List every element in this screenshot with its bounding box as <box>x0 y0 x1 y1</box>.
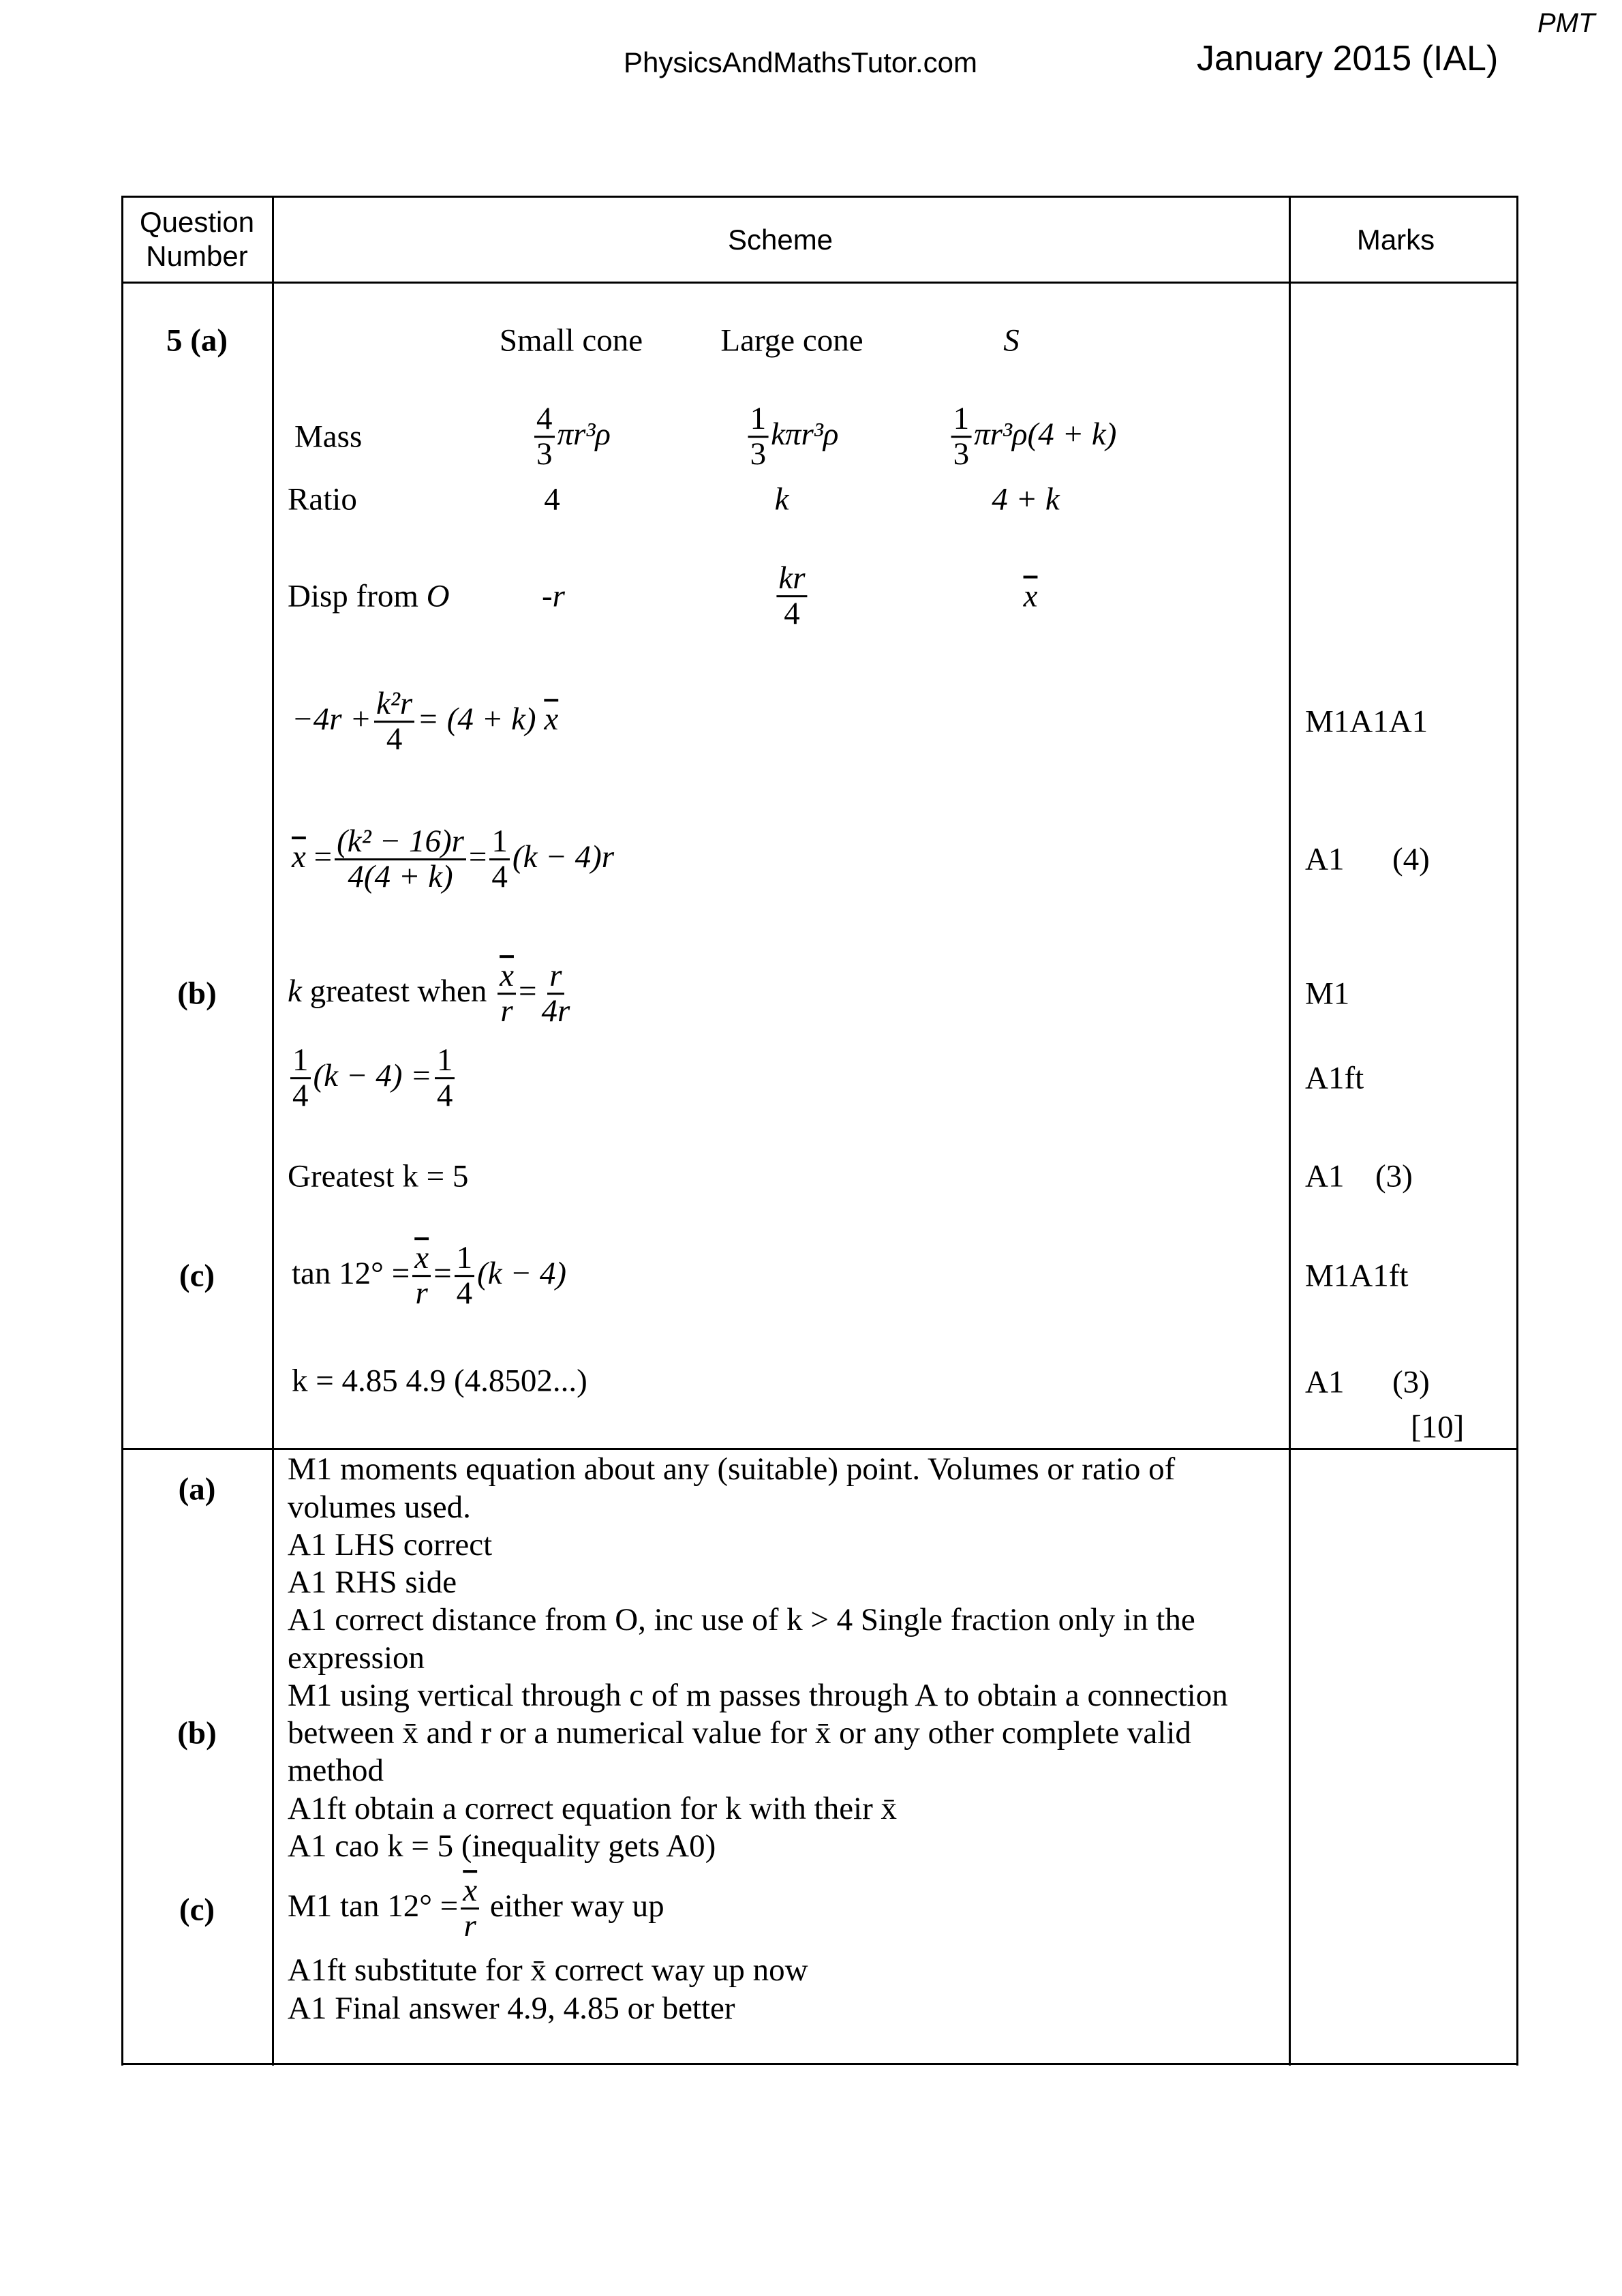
header-marks: Marks <box>1356 224 1435 256</box>
table-border-top <box>121 196 1518 198</box>
mark-total: (3) <box>1375 1158 1413 1194</box>
mass-small: $\frac{4}{3}$ πr³ρ <box>532 402 611 472</box>
ratio-s: 4 + k <box>992 481 1060 517</box>
table-border-right <box>1516 196 1518 2066</box>
table-border-bottom <box>121 2063 1518 2065</box>
mark: A1 <box>1305 1364 1345 1400</box>
note-label-b: (b) <box>177 1715 217 1751</box>
col-small-cone: Small cone <box>499 322 643 359</box>
note-label-a: (a) <box>178 1471 216 1507</box>
note-line: A1 LHS correct <box>288 1527 493 1562</box>
ratio-large: k <box>774 481 789 517</box>
column-divider <box>272 196 274 2066</box>
header-scheme: Scheme <box>727 224 833 256</box>
note-line: A1ft substitute for x̄ correct way up now <box>288 1952 808 1988</box>
disp-small: -r <box>542 578 565 614</box>
xbar-equation: $\overline{x}$ = $\frac{\text{(k² − 16)r}}{4(4 + k)}$ = $\frac{1}{4}$ (k − 4)r <box>292 824 615 895</box>
note-label-c: (c) <box>179 1892 215 1928</box>
disp-large: $\frac{kr}{4}$ <box>774 562 810 631</box>
note-line: method <box>288 1753 384 1788</box>
mark: M1 <box>1305 976 1350 1012</box>
mark-total: (3) <box>1392 1364 1430 1400</box>
row-label-ratio: Ratio <box>288 481 357 517</box>
note-line: volumes used. <box>288 1490 471 1525</box>
note-line: A1 correct distance from O, inc use of k > 4 Single fraction only in the <box>288 1602 1195 1637</box>
note-line: A1ft obtain a correct equation for k with their x̄ <box>288 1791 898 1826</box>
question-total: [10] <box>1411 1409 1465 1445</box>
corner-label: PMT <box>1537 8 1595 38</box>
note-line: A1 Final answer 4.9, 4.85 or better <box>288 1991 735 2026</box>
mark-total: (4) <box>1392 841 1430 877</box>
part-label-b: (b) <box>177 976 217 1012</box>
k-equation: $\frac{1}{4}$ (k − 4) = $\frac{1}{4}$ <box>288 1044 457 1113</box>
col-large-cone: Large cone <box>720 322 863 359</box>
note-line-tan: M1 tan 12° = $\frac{\overline{x}}{r}$ either way up <box>288 1873 664 1944</box>
mass-s: $\frac{1}{3}$ πr³ρ(4 + k) <box>949 402 1117 472</box>
header-divider <box>121 282 1518 284</box>
col-s: S <box>1003 322 1020 359</box>
disp-s: $\overline{x}$ <box>1023 578 1038 614</box>
note-line: A1 cao k = 5 (inequality gets A0) <box>288 1828 716 1864</box>
header-question: Question <box>139 206 255 238</box>
ratio-small: 4 <box>544 481 560 517</box>
part-label-a: 5 (a) <box>166 322 228 359</box>
note-line: M1 moments equation about any (suitable) point. Volumes or ratio of <box>288 1451 1176 1487</box>
note-line: expression <box>288 1640 425 1676</box>
table-border-left <box>121 196 123 2066</box>
row-label-mass: Mass <box>294 419 363 455</box>
greatest-k: Greatest k = 5 <box>288 1158 469 1194</box>
mass-large: $\frac{1}{3}$ kπr³ρ <box>746 402 839 472</box>
mark: A1 <box>1305 841 1345 877</box>
part-label-c: (c) <box>179 1258 215 1294</box>
row-label-disp: Disp from O <box>288 578 450 614</box>
mark: M1A1ft <box>1305 1258 1409 1294</box>
note-line: M1 using vertical through c of m passes through A to obtain a connection <box>288 1678 1228 1713</box>
note-line: A1 RHS side <box>288 1565 457 1600</box>
site-name: PhysicsAndMathsTutor.com <box>624 46 977 78</box>
k-answer: k = 4.85 4.9 (4.8502...) <box>292 1363 587 1399</box>
note-line: between x̄ and r or a numerical value for x̄ or any other complete valid <box>288 1715 1191 1751</box>
column-divider <box>1289 196 1291 2066</box>
exam-date: January 2015 (IAL) <box>1197 39 1499 78</box>
mark: A1 <box>1305 1158 1345 1194</box>
mark: M1A1A1 <box>1305 704 1428 740</box>
k-greatest-condition: k greatest when $\frac{\overline{x}}{r}$ = $\frac{r}{4r}$ <box>288 958 570 1029</box>
mark: A1ft <box>1305 1060 1364 1096</box>
tan-equation: tan 12° = $\frac{\overline{x}}{r}$ = $\frac{1}{4}$ (k − 4) <box>292 1240 567 1312</box>
moments-equation: −4r + $\frac{\text{k²r}}{4}$ = (4 + k) $\overline{x}$ <box>292 686 559 757</box>
header-number: Number <box>146 240 248 272</box>
